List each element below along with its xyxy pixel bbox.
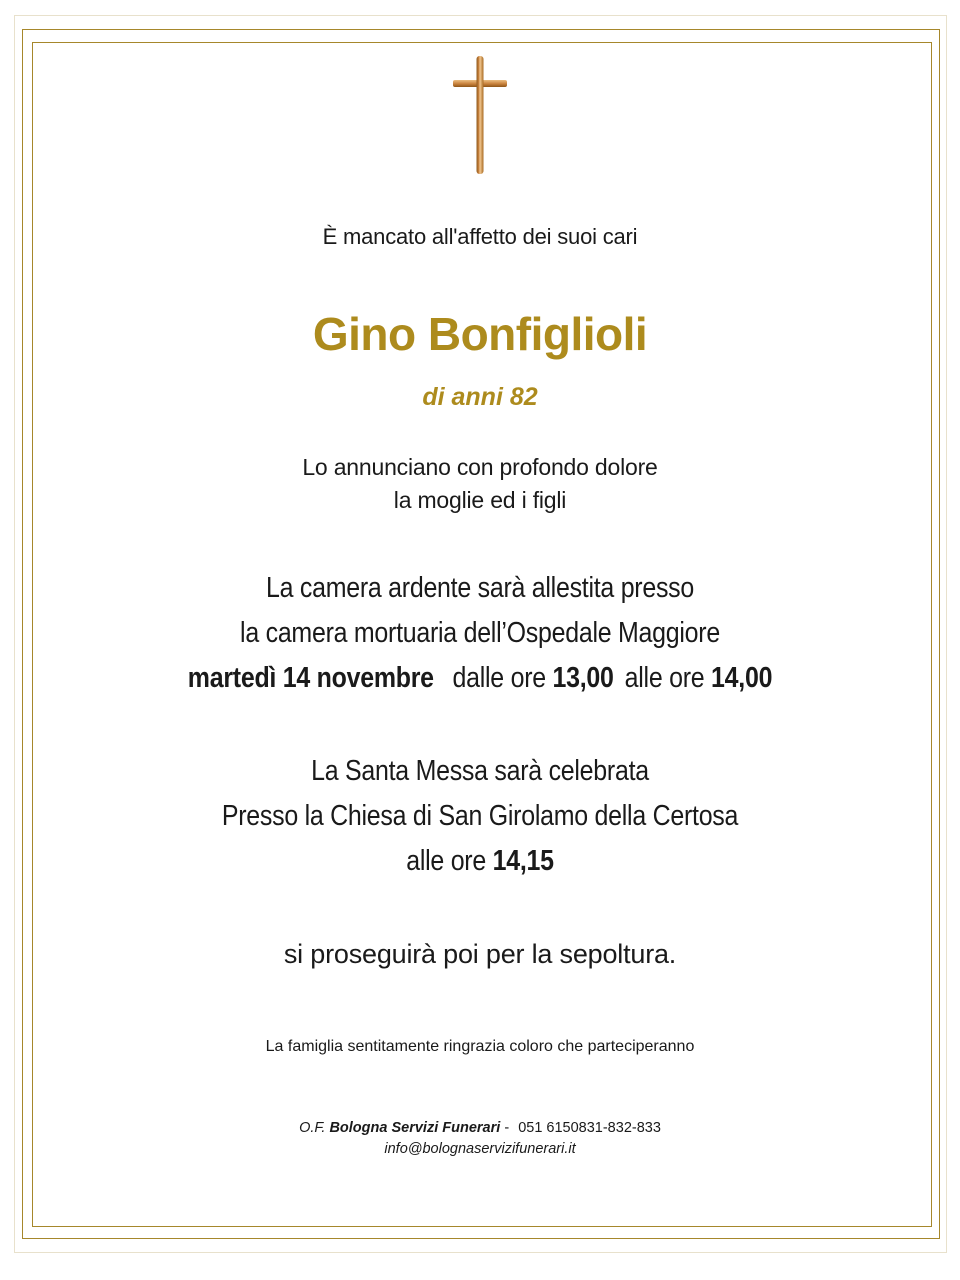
announcement-line-1: Lo annunciano con profondo dolore <box>302 454 658 480</box>
cross-icon <box>453 56 507 174</box>
announcement-block <box>0 451 960 517</box>
footer-prefix: O.F. <box>299 1120 326 1136</box>
wake-line-1: La camera ardente sarà allestita presso <box>265 572 695 604</box>
intro-line: È mancato all'affetto dei suoi cari <box>322 224 638 249</box>
footer-email: info@bolognaservizifunerari.it <box>384 1141 576 1157</box>
wake-from-time: 13,00 <box>552 662 614 694</box>
mass-line-1: La Santa Messa sarà celebrata <box>311 755 649 787</box>
footer-contact-line <box>0 1118 960 1139</box>
footer-phone: 051 6150831-832-833 <box>518 1120 661 1136</box>
mass-time: 14,15 <box>492 845 554 877</box>
announcement-line-2: la moglie ed i figli <box>393 487 567 513</box>
wake-line-2: la camera mortuaria dell’Ospedale Maggiore <box>240 617 720 649</box>
wake-details-block <box>67 566 893 701</box>
footer-company: Bologna Servizi Funerari <box>329 1120 501 1136</box>
burial-line: si proseguirà poi per la sepoltura. <box>283 939 677 969</box>
mass-line-2: Presso la Chiesa di San Girolamo della Certosa <box>221 800 739 832</box>
age-line: di anni 82 <box>422 383 538 411</box>
mass-time-line <box>67 839 893 884</box>
wake-from-label: dalle ore <box>452 662 546 694</box>
wake-day: martedì 14 novembre <box>187 662 434 694</box>
mass-details-block <box>67 749 893 884</box>
funeral-home-footer <box>0 1118 960 1160</box>
mass-time-label: alle ore <box>406 845 486 877</box>
cross-vertical-bar <box>477 56 484 174</box>
wake-time-line <box>67 656 893 701</box>
footer-separator: - <box>504 1120 510 1136</box>
deceased-name: Gino Bonfiglioli <box>312 308 648 360</box>
wake-to-time: 14,00 <box>711 662 773 694</box>
thanks-line: La famiglia sentitamente ringrazia coloro che parteciperanno <box>265 1038 695 1055</box>
wake-to-label: alle ore <box>624 662 705 694</box>
